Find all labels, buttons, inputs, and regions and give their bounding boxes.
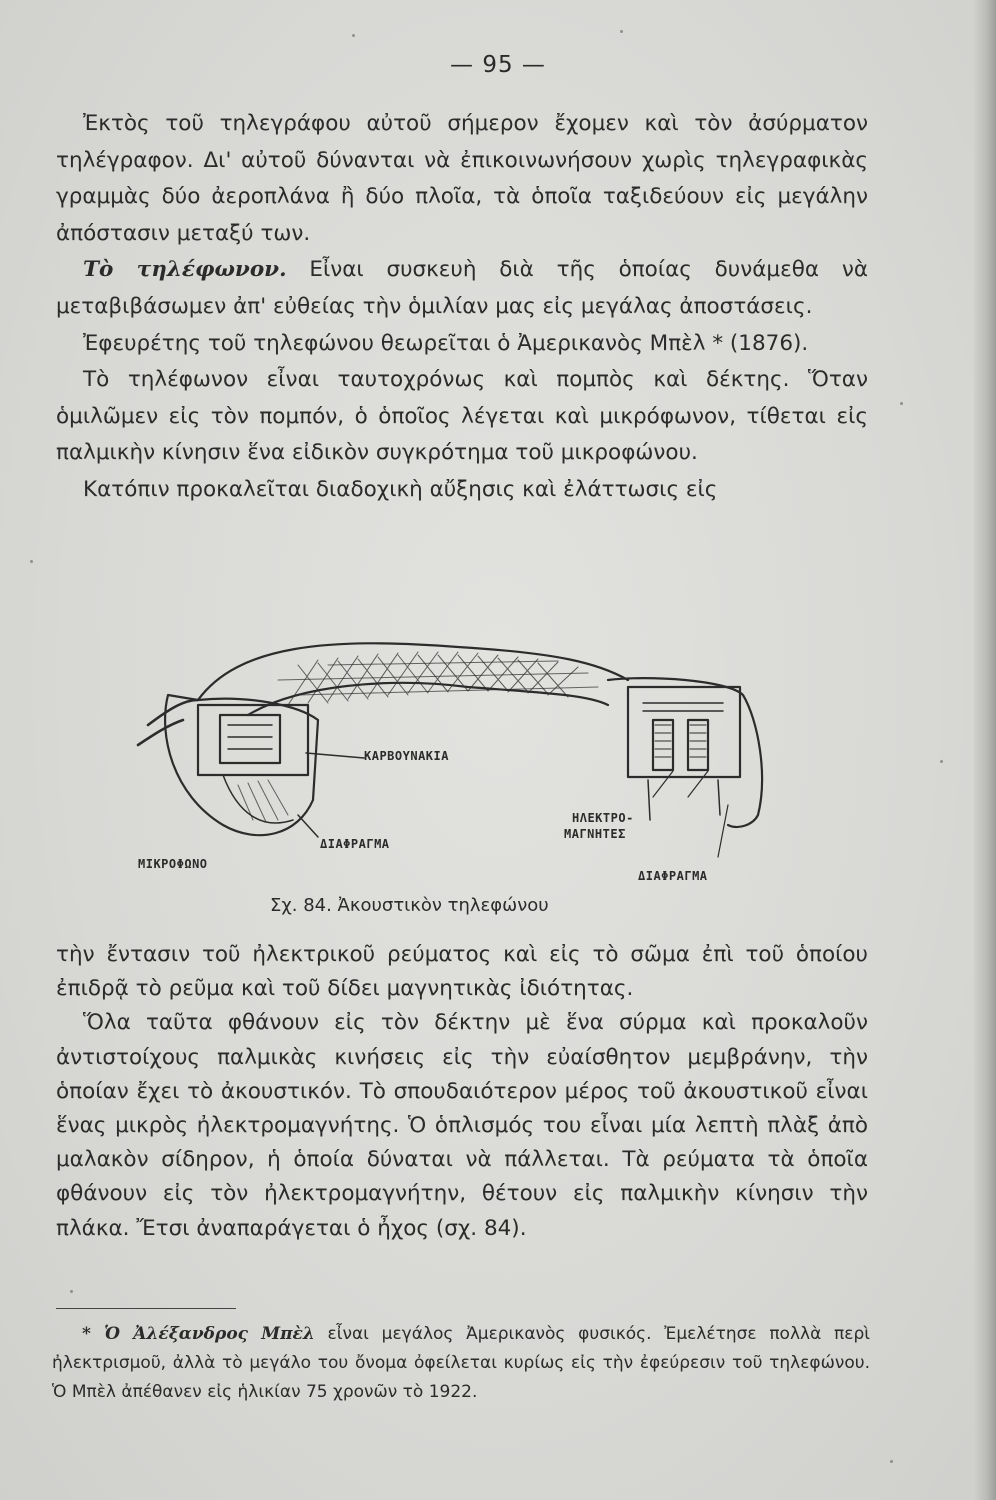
telephone-handset-drawing (128, 625, 868, 925)
label-diaphragm-left: ΔΙΑΦΡΑΓΜΑ (320, 837, 390, 851)
paragraph-intensity: τὴν ἔντασιν τοῦ ἠλεκτρικοῦ ρεύματος καὶ εἰς τὸ σῶμα ἐπὶ τοῦ ὁποίου ἐπιδρᾷ τὸ ρεῦμα καὶ τοῦ δίδει μαγνητικὰς ἰδιότητας. (56, 942, 868, 1002)
telephone-handset-figure (128, 625, 868, 925)
label-carbon-granules: ΚΑΡΒΟΥΝΑΚΙΑ (364, 749, 449, 763)
footnote-text: εἶναι μεγάλος Ἀμερικανὸς φυσικός. Ἐμελέτησε πολλὰ περὶ ἠλεκτρισμοῦ, ἀλλὰ τὸ μεγάλο του ὄνομα ὀφείλεται κυρίως εἰς τὴν ἐφεύρεσιν τοῦ τηλεφώνου. Ὁ Μπὲλ ἀπέθανεν εἰς ἡλικίαν 75 χρονῶν τὸ 1922. (52, 1324, 870, 1402)
paper-speck (30, 560, 33, 563)
figure-caption: Σχ. 84. Ἀκουστικὸν τηλεφώνου (270, 895, 549, 916)
paper-speck (900, 402, 903, 405)
paper-speck (352, 34, 355, 37)
label-electromagnets-line1: ΗΛΕΚΤΡΟ- (572, 811, 634, 825)
page-number: — 95 — (450, 52, 546, 78)
telephone-definition-text: Εἶναι συσκευὴ διὰ τῆς ὁποίας δυνάμεθα νὰ μεταβιβάσωμεν ἀπ' εὐθείας τὴν ὁμιλίαν μας εἰς μεγάλας ἀποστάσεις. (56, 257, 869, 319)
paragraph-telephone-definition (56, 252, 868, 325)
paper-speck (620, 30, 623, 33)
label-microphone: ΜΙΚΡΟΦΩΝΟ (138, 857, 208, 871)
paragraph-telegraph: Ἐκτὸς τοῦ τηλεγράφου αὐτοῦ σήμερον ἔχομεν καὶ τὸν ἀσύρματον τηλέγραφον. Δι' αὐτοῦ δύνανται νὰ ἐπικοινωνήσουν χωρὶς τηλεγραφικὰς γραμμὰς δύο ἀεροπλάνα ἢ δύο πλοῖα, τὰ ὁποῖα ταξιδεύουν εἰς μεγάλην ἀπόστασιν μεταξύ των. (56, 111, 868, 246)
paragraph-transmitter-receiver: Τὸ τηλέφωνον εἶναι ταυτοχρόνως καὶ πομπὸς καὶ δέκτης. Ὅταν ὁμιλῶμεν εἰς τὸν πομπόν, ὁ ὁποῖος λέγεται καὶ μικρόφωνον, τίθεται εἰς παλμικὴν κίνησιν ἕνα εἰδικὸν συγκρότημα τοῦ μικροφώνου. (56, 367, 868, 466)
paper-speck (70, 1290, 73, 1293)
footnote (52, 1320, 870, 1407)
telephone-heading: Τὸ τηλέφωνον. (83, 257, 287, 283)
paragraph-current-variation: Κατόπιν προκαλεῖται διαδοχικὴ αὔξησις καὶ ἐλάττωσις εἰς (83, 476, 718, 502)
body-text-bottom (56, 938, 868, 1246)
footnote-rule (56, 1308, 236, 1309)
footnote-lead: * Ὁ Ἀλέξανδρος Μπὲλ (82, 1324, 315, 1344)
paragraph-inventor: Ἐφευρέτης τοῦ τηλεφώνου θεωρεῖται ὁ Ἀμερικανὸς Μπὲλ * (1876). (83, 330, 809, 356)
paper-speck (890, 1460, 893, 1463)
paragraph-receiver: Ὅλα ταῦτα φθάνουν εἰς τὸν δέκτην μὲ ἕνα σύρμα καὶ προκαλοῦν ἀντιστοίχους παλμικὰς κινήσεις εἰς τὴν εὐαίσθητον μεμβράνην, τὴν ὁποίαν ἔχει τὸ ἀκουστικόν. Τὸ σπουδαιότερον μέρος τοῦ ἀκουστικοῦ εἶναι ἕνας μικρὸς ἠλεκτρομαγνήτης. Ὁ ὁπλισμός του εἶναι μία λεπτὴ πλὰξ ἀπὸ μαλακὸν σίδηρον, ἡ ὁποία δύναται νὰ πάλλεται. Τὰ ρεύματα τὰ ὁποῖα φθάνουν εἰς τὸν ἠλεκτρομαγνήτην, θέτουν εἰς παλμικὴν κίνησιν τὴν πλάκα. Ἔτσι ἀναπαράγεται ὁ ἦχος (σχ. 84). (56, 1010, 868, 1241)
label-diaphragm-right: ΔΙΑΦΡΑΓΜΑ (638, 869, 708, 883)
page-edge (974, 0, 996, 1500)
body-text-top (56, 106, 868, 509)
paper-speck (940, 760, 943, 763)
label-electromagnets-line2: ΜΑΓΝΗΤΕΣ (564, 827, 626, 841)
